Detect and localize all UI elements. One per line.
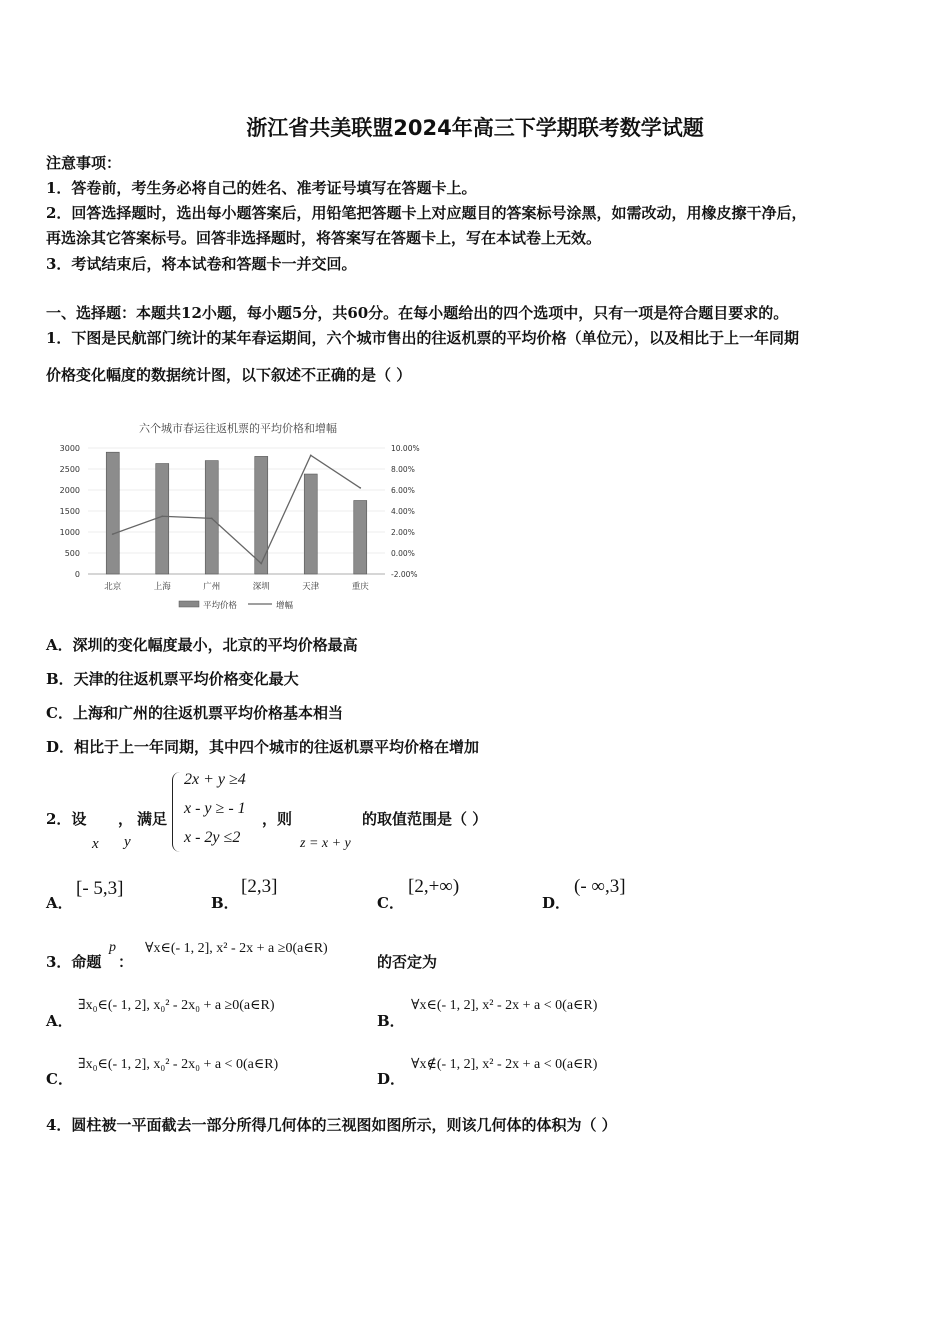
price-change-chart	[48, 410, 448, 615]
notice-item: 再选涂其它答案标号。回答非选择题时，将答案写在答题卡上，写在本试卷上无效。	[46, 229, 602, 247]
q2-option-c-value: [2,+∞)	[408, 876, 460, 897]
option-a: A．深圳的变化幅度最小，北京的平均价格最高	[46, 636, 358, 654]
q2-option-d-label: D．	[542, 894, 571, 912]
question-2-label: 2．设	[46, 810, 87, 828]
bar-北京	[106, 452, 119, 574]
q2-option-d-value: (- ∞,3]	[574, 876, 626, 897]
right-tick-label: 6.00%	[391, 486, 415, 495]
right-tick-label: 8.00%	[391, 465, 415, 474]
left-tick-label: 1500	[59, 507, 80, 516]
q3-option-a-label: A．	[46, 1012, 73, 1030]
question-2-comma: ，	[118, 810, 134, 828]
q3-option-c-value: ∃x₀∈(- 1, 2], x₀² - 2x₀ + a < 0(a∈R)	[78, 1057, 279, 1072]
question-4-text: 4．圆柱被一平面截去一部分所得几何体的三视图如图所示，则该几何体的体积为（ ）	[46, 1116, 617, 1134]
change-point-深圳	[260, 563, 262, 565]
q3-option-d-value: ∀x∉(- 1, 2], x² - 2x + a < 0(a∈R)	[411, 1057, 598, 1072]
question-1-text: 1．下图是民航部门统计的某年春运期间，六个城市售出的往返机票的平均价格（单位元），以及相比于上一年同期	[46, 329, 799, 347]
notice-item: 2．回答选择题时，选出每小题答案后，用铅笔把答题卡上对应题目的答案标号涂黑，如需改动，用橡皮擦干净后，	[46, 204, 807, 222]
left-tick-label: 3000	[59, 444, 80, 453]
bar-天津	[304, 474, 317, 574]
legend-bar-label: 平均价格	[203, 601, 238, 611]
variable-y: y	[124, 834, 131, 850]
question-1-text: 价格变化幅度的数据统计图，以下叙述不正确的是（ ）	[46, 366, 412, 384]
inequality-1: 2x + y ≥4	[184, 771, 246, 788]
objective-z: z = x + y	[300, 836, 351, 851]
page-title: 浙江省共美联盟2024年高三下学期联考数学试题	[246, 116, 704, 140]
x-tick-label: 上海	[153, 582, 171, 592]
q2-option-a-value: [- 5,3]	[76, 878, 124, 899]
legend-bar-swatch	[179, 601, 199, 607]
q3-option-c-label: C．	[46, 1070, 73, 1088]
notice-item: 3．考试结束后，将本试卷和答题卡一并交回。	[46, 255, 357, 273]
right-tick-label: 10.00%	[391, 444, 420, 453]
option-b: B．天津的往返机票平均价格变化最大	[46, 670, 299, 688]
right-tick-label: -2.00%	[391, 570, 418, 579]
q3-option-a-value: ∃x₀∈(- 1, 2], x₀² - 2x₀ + a ≥0(a∈R)	[78, 998, 275, 1013]
q2-option-b-value: [2,3]	[241, 876, 278, 897]
x-tick-label: 深圳	[252, 582, 270, 592]
change-point-重庆	[359, 487, 361, 489]
q3-option-b-label: B．	[377, 1012, 405, 1030]
question-2-satisfy: 满足	[137, 810, 168, 828]
bar-上海	[156, 464, 169, 574]
change-point-广州	[211, 517, 213, 519]
legend-line-label: 增幅	[276, 601, 294, 611]
variable-x: x	[92, 836, 99, 852]
bar-深圳	[255, 456, 268, 574]
change-point-天津	[310, 454, 312, 456]
proposition-p: p	[109, 940, 116, 955]
q2-option-c-label: C．	[377, 894, 404, 912]
x-tick-label: 重庆	[351, 582, 369, 592]
left-tick-label: 0	[74, 570, 80, 579]
chart-title: 六个城市春运往返机票的平均价格和增幅	[139, 422, 337, 435]
left-tick-label: 500	[64, 549, 80, 558]
bar-广州	[205, 461, 218, 574]
q2-option-a-label: A．	[46, 894, 73, 912]
bar-重庆	[354, 501, 367, 575]
q2-option-b-label: B．	[211, 894, 239, 912]
x-tick-label: 天津	[302, 582, 320, 592]
question-3-label: 3．命题	[46, 953, 102, 971]
option-c: C．上海和广州的往返机票平均价格基本相当	[46, 704, 343, 722]
question-3-negation: 的否定为	[377, 953, 438, 971]
x-tick-label: 广州	[203, 582, 221, 592]
right-tick-label: 2.00%	[391, 528, 415, 537]
section-heading: 一、选择题：本题共12小题，每小题5分，共60分。在每小题给出的四个选项中，只有一项是符合题目要求的。	[46, 304, 789, 322]
option-d: D．相比于上一年同期，其中四个城市的往返机票平均价格在增加	[46, 738, 480, 756]
x-tick-label: 北京	[104, 582, 122, 592]
question-2-range: 的取值范围是（ ）	[362, 810, 488, 828]
q3-option-b-value: ∀x∈(- 1, 2], x² - 2x + a < 0(a∈R)	[411, 998, 598, 1013]
left-tick-label: 2500	[59, 465, 80, 474]
change-point-上海	[161, 515, 163, 517]
q3-option-d-label: D．	[377, 1070, 406, 1088]
question-2-then: ，则	[262, 810, 293, 828]
system-brace	[172, 772, 183, 852]
notice-heading: 注意事项：	[46, 154, 122, 172]
right-tick-label: 4.00%	[391, 507, 415, 516]
change-series-line	[113, 455, 361, 563]
proposition-statement: ∀x∈(- 1, 2], x² - 2x + a ≥0(a∈R)	[145, 941, 328, 956]
change-point-北京	[112, 533, 114, 535]
notice-item: 1．答卷前，考生务必将自己的姓名、准考证号填写在答题卡上。	[46, 179, 477, 197]
left-tick-label: 1000	[59, 528, 80, 537]
question-3-colon: ：	[118, 953, 134, 971]
inequality-3: x - 2y ≤2	[184, 829, 241, 846]
left-tick-label: 2000	[59, 486, 80, 495]
inequality-2: x - y ≥ - 1	[184, 800, 246, 817]
right-tick-label: 0.00%	[391, 549, 415, 558]
